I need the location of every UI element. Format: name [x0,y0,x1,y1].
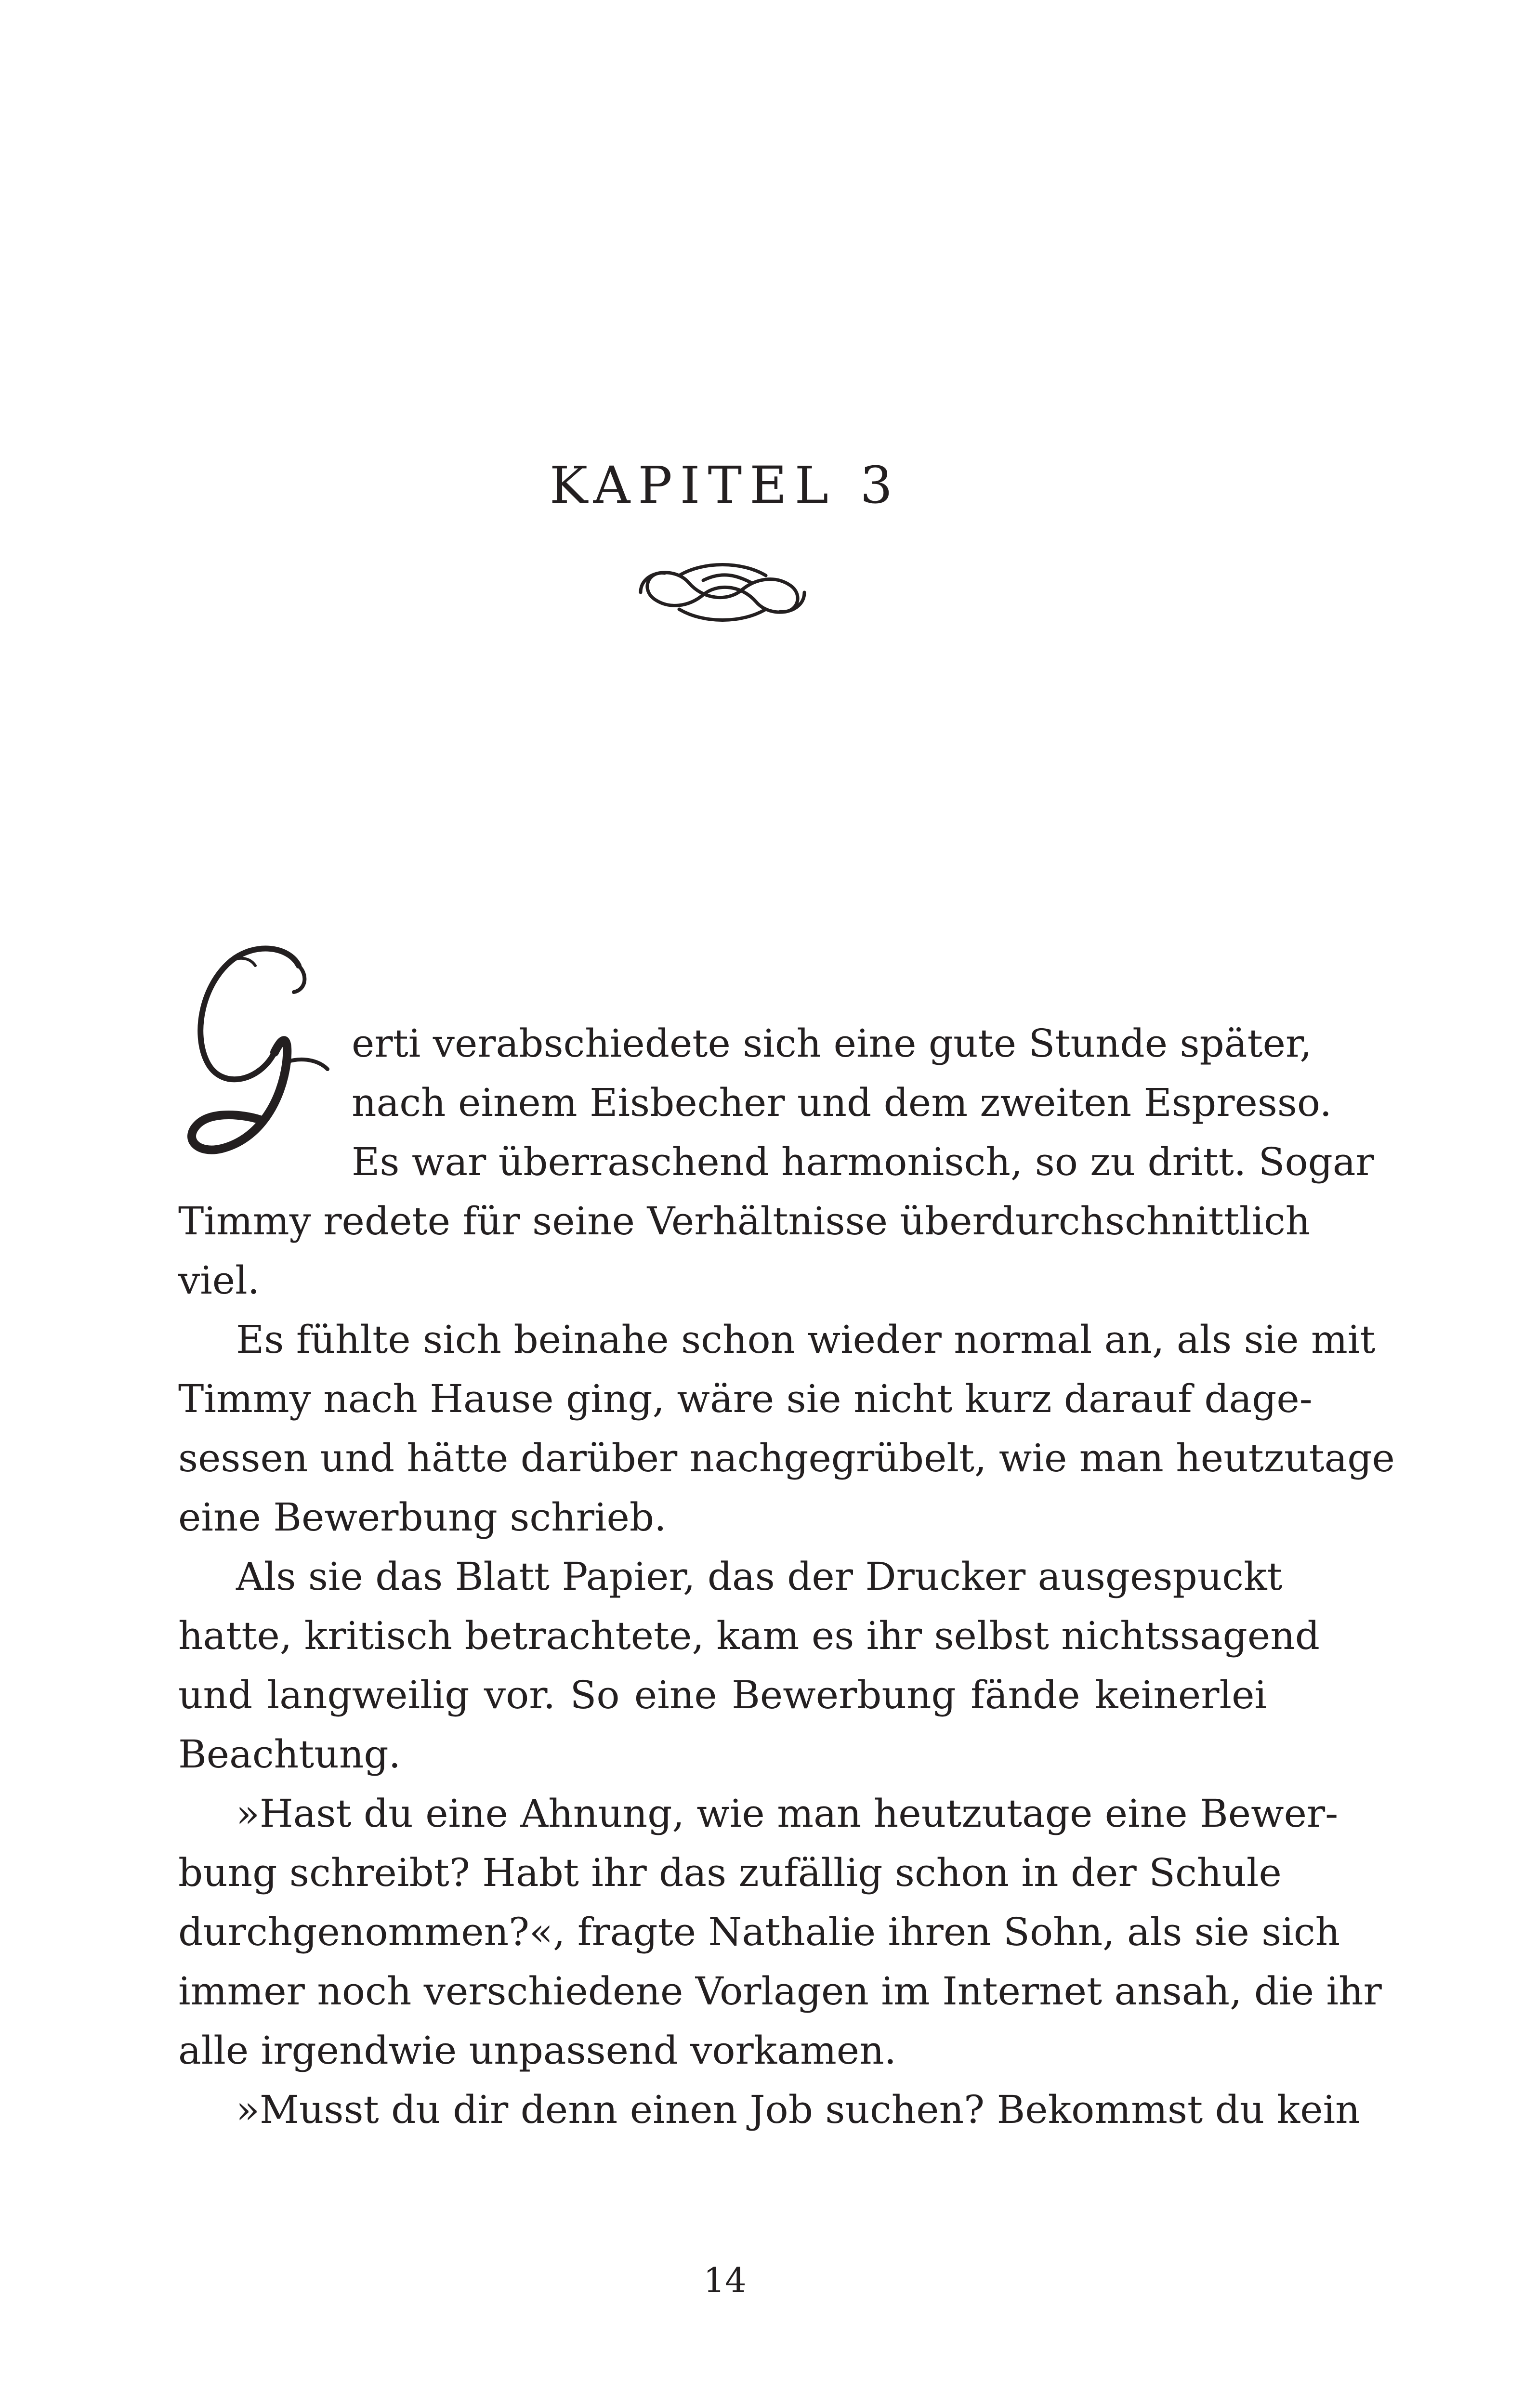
text-line: immer noch verschiedene Vorlagen im Internet ansah, die ihr [178,1969,1382,2014]
text-line: Timmy redete für seine Verhältnisse überdurchschnittlich [178,1199,1311,1243]
text-line: und langweilig vor. So eine Bewerbung fände keinerlei [178,1673,1267,1717]
text-line: eine Bewerbung schrieb. [178,1495,667,1540]
flourish-ornament-icon [631,556,814,628]
text-line: sessen und hätte darüber nachgegrübelt, wie man heutzutage [178,1436,1395,1480]
text-line: hatte, kritisch betrachtete, kam es ihr selbst nichtssagend [178,1613,1320,1658]
text-line: bung schreibt? Habt ihr das zufällig schon in der Schule [178,1850,1282,1895]
text-line: Es war überraschend harmonisch, so zu dritt. Sogar [352,1139,1374,1184]
body-text [178,1014,1395,2139]
page-number: 14 [703,2261,747,2300]
chapter-heading: KAPITEL 3 [549,456,901,515]
text-line: viel. [178,1258,260,1303]
text-line: alle irgendwie unpassend vorkamen. [178,2028,897,2073]
text-line: Beachtung. [178,1732,401,1777]
text-line: »Musst du dir denn einen Job suchen? Bekommst du kein [236,2087,1360,2132]
text-line: durchgenommen?«, fragte Nathalie ihren Sohn, als sie sich [178,1910,1340,1954]
text-line: Als sie das Blatt Papier, das der Drucker ausgespuckt [236,1554,1283,1599]
text-line: Timmy nach Hause ging, wäre sie nicht kurz darauf dage- [178,1376,1313,1421]
text-line: Es fühlte sich beinahe schon wieder normal an, als sie mit [236,1317,1376,1362]
text-line: erti verabschiedete sich eine gute Stunde später, [352,1021,1312,1066]
text-line: nach einem Eisbecher und dem zweiten Espresso. [352,1080,1332,1125]
text-line: »Hast du eine Ahnung, wie man heutzutage eine Bewer- [236,1791,1339,1836]
